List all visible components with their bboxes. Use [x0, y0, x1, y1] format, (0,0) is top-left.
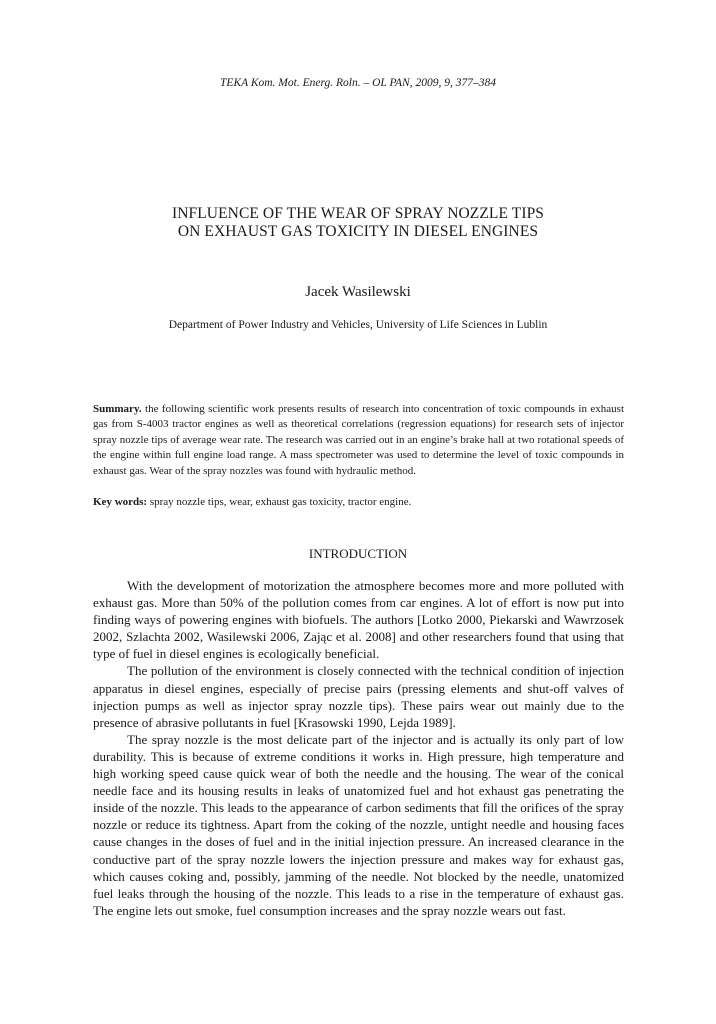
- paper-title: [0, 205, 716, 241]
- title-line-2: ON EXHAUST GAS TOXICITY IN DIESEL ENGINES: [177, 223, 539, 240]
- summary-label: Summary.: [93, 403, 146, 415]
- paragraph: The spray nozzle is the most delicate part of the injector and is actually its only part of low durability. This is because of extreme conditions it works in. High pressure, high temperature and high working speed cause quick wear of both the needle and the housing. The wear of the conical needle face and its housing results in leaks of unatomized fuel and hot exhaust gas penetrating the inside of the nozzle. This leads to the appearance of carbon sediments that fill the orifices of the spray nozzle or reduce its tightness. Apart from the coking of the nozzle, untight needle and housing faces cause changes in the doses of fuel and in the initial injection pressure. An increased clearance in the conductive part of the spray nozzle lowers the injection pressure and makes way for exhaust gas, which causes coking and, possibly, jamming of the needle. Not blocked by the needle, unatomized fuel leaks through the housing of the nozzle. This leads to a rise in the temperature of exhaust gas. The engine lets out smoke, fuel consumption increases and the spray nozzle wears out fast.: [93, 731, 624, 918]
- keywords-label: Key words:: [93, 496, 150, 508]
- body-text: [93, 577, 624, 919]
- keywords-text: spray nozzle tips, wear, exhaust gas toxicity, tractor engine.: [149, 496, 412, 508]
- section-heading: INTRODUCTION: [308, 546, 408, 561]
- keywords-block: [93, 496, 624, 508]
- paragraph: The pollution of the environment is closely connected with the technical condition of injection apparatus in diesel engines, especially of precise pairs (pressing elements and shut-off valves of injection pumps as well as injector spray nozzle tips). These pairs wear out mainly due to the presence of abrasive pollutants in fuel [Krasowski 1990, Lejda 1989].: [93, 663, 624, 730]
- title-line-1: INFLUENCE OF THE WEAR OF SPRAY NOZZLE TIPS: [171, 205, 545, 222]
- author-affiliation: Department of Power Industry and Vehicles, University of Life Sciences in Lublin: [168, 319, 548, 331]
- author-name: Jacek Wasilewski: [305, 284, 411, 300]
- paragraph: With the development of motorization the atmosphere becomes more and more polluted with exhaust gas. More than 50% of the pollution comes from car engines. A lot of effort is now put into finding ways of powering engines with biofuels. The authors [Lotko 2000, Piekarski and Wawrzosek 2002, Szlachta 2002, Wasilewski 2006, Zając et al. 2008] and other researchers found that using that type of fuel in diesel engines is ecologically beneficial.: [93, 578, 624, 662]
- summary-text: the following scientific work presents results of research into concentration of toxic compounds in exhaust gas from S-4003 tractor engines as well as theoretical correlations (regression equations) for research sets of injector spray nozzle tips of average wear rate. The research was carried out in an engine’s brake hall at two rotational speeds of the engine within full engine load range. A mass spectrometer was used to determine the level of toxic compounds in exhaust gas. Wear of the spray nozzles was found with hydraulic method.: [93, 403, 624, 477]
- journal-citation: TEKA Kom. Mot. Energ. Roln. – OL PAN, 2009, 9, 377–384: [220, 77, 496, 89]
- summary-block: [93, 402, 624, 479]
